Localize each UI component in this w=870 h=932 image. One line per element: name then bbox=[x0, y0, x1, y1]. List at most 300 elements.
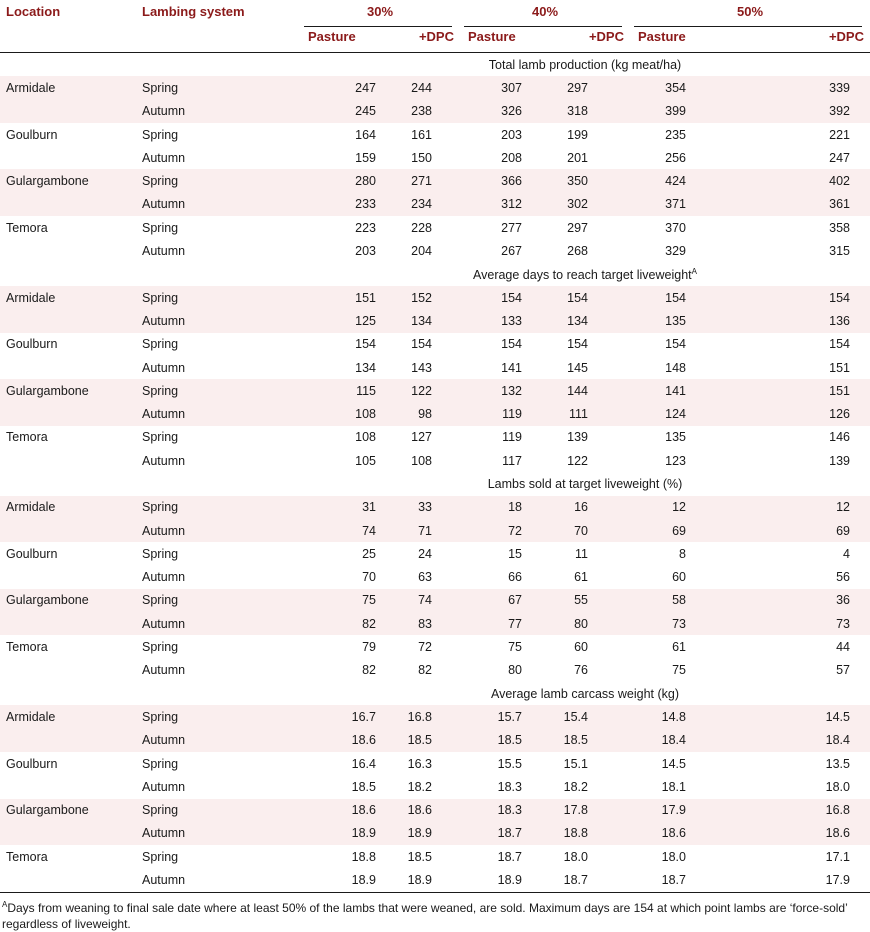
cell-value: 203 bbox=[355, 244, 376, 259]
cell-value: 69 bbox=[720, 519, 870, 542]
cell-lambing-system: Spring bbox=[142, 756, 179, 771]
cell-value: 392 bbox=[720, 100, 870, 123]
cell-location bbox=[0, 193, 138, 216]
cell-value: 8 bbox=[679, 546, 686, 561]
cell-value: 228 bbox=[411, 220, 432, 235]
header-location: Location bbox=[6, 4, 61, 19]
cell-value: 358 bbox=[829, 220, 850, 235]
cell-location bbox=[0, 566, 138, 589]
cell-lambing-system: Autumn bbox=[138, 519, 300, 542]
cell-value: 143 bbox=[411, 360, 432, 375]
cell-location bbox=[0, 868, 138, 892]
cell-location: Gulargambone bbox=[0, 169, 138, 192]
cell-value: 61 bbox=[672, 640, 686, 655]
cell-value: 354 bbox=[630, 76, 720, 99]
table-row bbox=[0, 76, 870, 99]
cell-value: 164 bbox=[355, 127, 376, 142]
section-title-text: Average days to reach target liveweight bbox=[473, 267, 692, 282]
cell-value: 105 bbox=[355, 453, 376, 468]
cell-value: 122 bbox=[567, 453, 588, 468]
cell-value: 76 bbox=[574, 663, 588, 678]
cell-lambing-system: Spring bbox=[142, 640, 179, 655]
cell-value: 122 bbox=[380, 379, 460, 402]
table-row bbox=[0, 705, 870, 728]
table-row bbox=[0, 379, 870, 402]
cell-value: 139 bbox=[567, 430, 588, 445]
cell-lambing-system: Autumn bbox=[138, 309, 300, 332]
section-spacer bbox=[0, 682, 300, 705]
table-row bbox=[0, 635, 870, 658]
table-row bbox=[0, 868, 870, 892]
cell-lambing-system: Spring bbox=[138, 76, 300, 99]
cell-value: 370 bbox=[665, 220, 686, 235]
table-row bbox=[0, 333, 870, 356]
cell-value: 18.3 bbox=[460, 799, 526, 822]
cell-value: 74 bbox=[380, 589, 460, 612]
cell-value: 244 bbox=[380, 76, 460, 99]
cell-location: Goulburn bbox=[6, 337, 58, 352]
cell-value: 18.0 bbox=[661, 849, 686, 864]
cell-value: 203 bbox=[501, 127, 522, 142]
cell-lambing-system: Autumn bbox=[138, 402, 300, 425]
cell-value: 154 bbox=[720, 286, 870, 309]
cell-value: 318 bbox=[526, 100, 630, 123]
cell-lambing-system: Spring bbox=[142, 220, 179, 235]
cell-value: 144 bbox=[526, 379, 630, 402]
cell-value: 18.7 bbox=[630, 868, 720, 892]
section-spacer bbox=[0, 263, 300, 286]
cell-value: 67 bbox=[460, 589, 526, 612]
cell-value: 238 bbox=[380, 100, 460, 123]
cell-value: 14.8 bbox=[630, 705, 720, 728]
cell-value: 18.5 bbox=[407, 849, 432, 864]
section-title-text: Average lamb carcass weight (kg) bbox=[490, 686, 680, 701]
table-footnote bbox=[0, 893, 870, 932]
cell-lambing-system: Spring bbox=[138, 589, 300, 612]
cell-value: 72 bbox=[418, 640, 432, 655]
table-row bbox=[0, 216, 870, 239]
cell-value: 125 bbox=[300, 309, 380, 332]
cell-location: Gulargambone bbox=[0, 589, 138, 612]
cell-value: 371 bbox=[630, 193, 720, 216]
cell-value: 150 bbox=[411, 150, 432, 165]
cell-value: 15.5 bbox=[497, 756, 522, 771]
cell-lambing-system: Autumn bbox=[142, 663, 186, 678]
cell-value: 18.0 bbox=[563, 849, 588, 864]
header-group-30 bbox=[300, 0, 460, 27]
cell-value: 16.8 bbox=[720, 799, 870, 822]
table-row bbox=[0, 845, 870, 868]
cell-lambing-system: Autumn bbox=[142, 453, 186, 468]
table-row bbox=[0, 193, 870, 216]
cell-value: 132 bbox=[460, 379, 526, 402]
cell-value: 33 bbox=[380, 496, 460, 519]
cell-value: 18.9 bbox=[380, 868, 460, 892]
table-row bbox=[0, 496, 870, 519]
cell-value: 307 bbox=[460, 76, 526, 99]
cell-value: 18.3 bbox=[497, 779, 522, 794]
cell-location: Armidale bbox=[0, 286, 138, 309]
cell-value: 350 bbox=[526, 169, 630, 192]
cell-value: 73 bbox=[630, 612, 720, 635]
cell-value: 134 bbox=[380, 309, 460, 332]
cell-lambing-system: Spring bbox=[142, 849, 179, 864]
cell-lambing-system: Spring bbox=[138, 799, 300, 822]
table-row bbox=[0, 659, 870, 682]
cell-value: 14.5 bbox=[661, 756, 686, 771]
table-row bbox=[0, 799, 870, 822]
cell-location bbox=[0, 822, 138, 845]
cell-value: 4 bbox=[843, 546, 850, 561]
cell-value: 267 bbox=[501, 244, 522, 259]
cell-location: Armidale bbox=[0, 76, 138, 99]
cell-value: 71 bbox=[380, 519, 460, 542]
cell-value: 15.4 bbox=[526, 705, 630, 728]
cell-lambing-system: Autumn bbox=[138, 100, 300, 123]
cell-value: 82 bbox=[418, 663, 432, 678]
cell-value: 268 bbox=[567, 244, 588, 259]
table-row bbox=[0, 519, 870, 542]
cell-value: 17.8 bbox=[526, 799, 630, 822]
cell-value: 12 bbox=[720, 496, 870, 519]
cell-value: 18.4 bbox=[630, 729, 720, 752]
cell-value: 12 bbox=[630, 496, 720, 519]
header-pasture-30: Pasture bbox=[300, 27, 380, 53]
section-title bbox=[300, 682, 870, 705]
cell-value: 61 bbox=[574, 570, 588, 585]
cell-location bbox=[0, 239, 138, 262]
cell-value: 148 bbox=[665, 360, 686, 375]
cell-value: 60 bbox=[574, 640, 588, 655]
cell-value: 223 bbox=[355, 220, 376, 235]
cell-value: 204 bbox=[411, 244, 432, 259]
cell-value: 25 bbox=[362, 546, 376, 561]
cell-lambing-system: Spring bbox=[138, 705, 300, 728]
cell-value: 18.9 bbox=[300, 822, 380, 845]
cell-value: 111 bbox=[526, 402, 630, 425]
cell-location: Goulburn bbox=[6, 756, 58, 771]
cell-location: Goulburn bbox=[6, 127, 58, 142]
cell-value: 134 bbox=[526, 309, 630, 332]
header-lambing-system: Lambing system bbox=[142, 4, 245, 19]
cell-value: 75 bbox=[672, 663, 686, 678]
cell-value: 154 bbox=[829, 337, 850, 352]
section-title-text: Lambs sold at target liveweight (%) bbox=[487, 476, 683, 491]
cell-lambing-system: Spring bbox=[142, 127, 179, 142]
cell-value: 83 bbox=[380, 612, 460, 635]
cell-value: 75 bbox=[300, 589, 380, 612]
cell-value: 16.3 bbox=[407, 756, 432, 771]
cell-value: 18.5 bbox=[526, 729, 630, 752]
cell-value: 18.7 bbox=[497, 849, 522, 864]
table-row bbox=[0, 286, 870, 309]
cell-value: 119 bbox=[502, 430, 522, 445]
cell-value: 154 bbox=[355, 337, 376, 352]
cell-value: 108 bbox=[300, 402, 380, 425]
cell-lambing-system: Spring bbox=[142, 546, 179, 561]
header-dpc-50: +DPC bbox=[720, 27, 870, 53]
cell-value: 77 bbox=[460, 612, 526, 635]
cell-value: 277 bbox=[501, 220, 522, 235]
table-row bbox=[0, 612, 870, 635]
cell-value: 146 bbox=[829, 430, 850, 445]
cell-value: 18.4 bbox=[720, 729, 870, 752]
cell-value: 18.6 bbox=[380, 799, 460, 822]
cell-lambing-system: Autumn bbox=[138, 729, 300, 752]
cell-value: 297 bbox=[526, 76, 630, 99]
cell-value: 18 bbox=[460, 496, 526, 519]
cell-lambing-system: Spring bbox=[138, 286, 300, 309]
cell-value: 18.8 bbox=[351, 849, 376, 864]
cell-lambing-system: Autumn bbox=[142, 150, 186, 165]
cell-value: 154 bbox=[460, 286, 526, 309]
header-group-50 bbox=[630, 0, 870, 27]
cell-value: 126 bbox=[720, 402, 870, 425]
cell-value: 108 bbox=[411, 453, 432, 468]
cell-value: 315 bbox=[829, 244, 850, 259]
cell-value: 18.1 bbox=[661, 779, 686, 794]
cell-value: 72 bbox=[460, 519, 526, 542]
section-title-row bbox=[0, 682, 870, 705]
cell-location bbox=[0, 309, 138, 332]
cell-value: 18.7 bbox=[526, 868, 630, 892]
cell-value: 70 bbox=[526, 519, 630, 542]
cell-value: 361 bbox=[720, 193, 870, 216]
cell-value: 74 bbox=[300, 519, 380, 542]
cell-lambing-system: Autumn bbox=[142, 779, 186, 794]
cell-location bbox=[0, 519, 138, 542]
cell-location bbox=[0, 775, 138, 798]
cell-value: 154 bbox=[526, 286, 630, 309]
section-title-footnote-marker: A bbox=[691, 266, 697, 276]
cell-value: 135 bbox=[630, 309, 720, 332]
cell-value: 75 bbox=[508, 640, 522, 655]
cell-value: 161 bbox=[411, 127, 432, 142]
header-group-40 bbox=[460, 0, 630, 27]
cell-value: 63 bbox=[418, 570, 432, 585]
table-row bbox=[0, 239, 870, 262]
cell-location: Temora bbox=[6, 220, 48, 235]
cell-value: 16.8 bbox=[380, 705, 460, 728]
cell-location: Goulburn bbox=[6, 546, 58, 561]
cell-value: 16.7 bbox=[300, 705, 380, 728]
cell-value: 18.5 bbox=[460, 729, 526, 752]
cell-value: 18.9 bbox=[380, 822, 460, 845]
cell-value: 424 bbox=[630, 169, 720, 192]
cell-value: 17.9 bbox=[720, 868, 870, 892]
cell-value: 18.9 bbox=[300, 868, 380, 892]
cell-value: 80 bbox=[508, 663, 522, 678]
table-row bbox=[0, 589, 870, 612]
cell-value: 119 bbox=[460, 402, 526, 425]
section-title-text: Total lamb production (kg meat/ha) bbox=[488, 57, 682, 72]
cell-value: 235 bbox=[665, 127, 686, 142]
cell-value: 57 bbox=[836, 663, 850, 678]
cell-value: 115 bbox=[300, 379, 380, 402]
cell-value: 151 bbox=[300, 286, 380, 309]
section-title bbox=[300, 263, 870, 286]
table-row bbox=[0, 729, 870, 752]
table-row bbox=[0, 309, 870, 332]
cell-value: 201 bbox=[567, 150, 588, 165]
cell-value: 256 bbox=[665, 150, 686, 165]
cell-value: 154 bbox=[411, 337, 432, 352]
cell-location: Temora bbox=[6, 640, 48, 655]
cell-value: 15.1 bbox=[563, 756, 588, 771]
cell-value: 18.5 bbox=[380, 729, 460, 752]
cell-value: 31 bbox=[300, 496, 380, 519]
cell-value: 73 bbox=[720, 612, 870, 635]
table-header bbox=[0, 0, 870, 53]
cell-value: 152 bbox=[380, 286, 460, 309]
cell-lambing-system: Spring bbox=[138, 379, 300, 402]
cell-value: 127 bbox=[411, 430, 432, 445]
cell-location bbox=[0, 659, 138, 682]
cell-value: 297 bbox=[567, 220, 588, 235]
cell-value: 117 bbox=[502, 453, 522, 468]
cell-value: 17.9 bbox=[630, 799, 720, 822]
cell-location: Temora bbox=[6, 849, 48, 864]
cell-value: 366 bbox=[460, 169, 526, 192]
cell-value: 18.6 bbox=[300, 729, 380, 752]
cell-value: 154 bbox=[567, 337, 588, 352]
cell-value: 17.1 bbox=[825, 849, 850, 864]
section-title bbox=[300, 53, 870, 77]
table-row bbox=[0, 169, 870, 192]
cell-value: 145 bbox=[567, 360, 588, 375]
cell-value: 69 bbox=[630, 519, 720, 542]
cell-value: 135 bbox=[665, 430, 686, 445]
table-row bbox=[0, 426, 870, 449]
cell-value: 98 bbox=[380, 402, 460, 425]
cell-value: 36 bbox=[720, 589, 870, 612]
cell-value: 271 bbox=[380, 169, 460, 192]
table-row bbox=[0, 822, 870, 845]
cell-value: 24 bbox=[418, 546, 432, 561]
cell-value: 15 bbox=[508, 546, 522, 561]
header-pasture-40: Pasture bbox=[460, 27, 526, 53]
cell-value: 18.6 bbox=[720, 822, 870, 845]
cell-value: 56 bbox=[836, 570, 850, 585]
cell-value: 302 bbox=[526, 193, 630, 216]
table-row bbox=[0, 752, 870, 775]
cell-value: 123 bbox=[665, 453, 686, 468]
cell-lambing-system: Autumn bbox=[142, 570, 186, 585]
cell-value: 44 bbox=[836, 640, 850, 655]
cell-location bbox=[0, 100, 138, 123]
cell-value: 247 bbox=[300, 76, 380, 99]
cell-value: 402 bbox=[720, 169, 870, 192]
cell-value: 151 bbox=[829, 360, 850, 375]
cell-location bbox=[0, 449, 138, 472]
cell-location: Armidale bbox=[0, 496, 138, 519]
cell-value: 18.6 bbox=[630, 822, 720, 845]
cell-value: 70 bbox=[362, 570, 376, 585]
cell-value: 60 bbox=[672, 570, 686, 585]
cell-lambing-system: Autumn bbox=[138, 193, 300, 216]
cell-location bbox=[0, 729, 138, 752]
cell-value: 136 bbox=[720, 309, 870, 332]
cell-value: 18.0 bbox=[825, 779, 850, 794]
table-row bbox=[0, 542, 870, 565]
header-group-50-label: 50% bbox=[736, 4, 764, 19]
cell-value: 159 bbox=[355, 150, 376, 165]
cell-lambing-system: Spring bbox=[138, 169, 300, 192]
cell-value: 134 bbox=[355, 360, 376, 375]
cell-lambing-system: Spring bbox=[142, 337, 179, 352]
cell-value: 13.5 bbox=[825, 756, 850, 771]
cell-value: 80 bbox=[526, 612, 630, 635]
table-row bbox=[0, 449, 870, 472]
header-group-40-label: 40% bbox=[531, 4, 559, 19]
footnote-text: Days from weaning to final sale date where at least 50% of the lambs that were weaned, are sold. Maximum days are 154 at which point lambs are ‘force-sold’ regardless of liveweight. bbox=[2, 900, 848, 931]
cell-location bbox=[0, 612, 138, 635]
cell-value: 108 bbox=[355, 430, 376, 445]
cell-lambing-system: Autumn bbox=[142, 360, 186, 375]
cell-value: 245 bbox=[300, 100, 380, 123]
cell-location: Armidale bbox=[0, 705, 138, 728]
cell-lambing-system: Autumn bbox=[138, 612, 300, 635]
cell-value: 399 bbox=[630, 100, 720, 123]
table-row bbox=[0, 123, 870, 146]
cell-value: 14.5 bbox=[720, 705, 870, 728]
cell-value: 16.4 bbox=[351, 756, 376, 771]
table-body bbox=[0, 53, 870, 893]
section-spacer bbox=[0, 53, 300, 77]
cell-lambing-system: Spring bbox=[138, 496, 300, 519]
cell-value: 133 bbox=[460, 309, 526, 332]
cell-location bbox=[0, 146, 138, 169]
cell-value: 199 bbox=[567, 127, 588, 142]
cell-value: 221 bbox=[829, 127, 850, 142]
table-row bbox=[0, 146, 870, 169]
cell-value: 329 bbox=[665, 244, 686, 259]
cell-value: 247 bbox=[829, 150, 850, 165]
cell-value: 18.2 bbox=[563, 779, 588, 794]
cell-value: 15.7 bbox=[460, 705, 526, 728]
cell-value: 139 bbox=[829, 453, 850, 468]
header-dpc-30: +DPC bbox=[380, 27, 460, 53]
cell-value: 141 bbox=[630, 379, 720, 402]
footnote-marker: A bbox=[2, 899, 8, 909]
cell-value: 234 bbox=[380, 193, 460, 216]
cell-value: 154 bbox=[665, 337, 686, 352]
section-title-row bbox=[0, 53, 870, 77]
table-row bbox=[0, 356, 870, 379]
cell-value: 55 bbox=[526, 589, 630, 612]
cell-value: 124 bbox=[630, 402, 720, 425]
cell-value: 58 bbox=[630, 589, 720, 612]
cell-value: 154 bbox=[501, 337, 522, 352]
cell-value: 18.5 bbox=[351, 779, 376, 794]
table-row bbox=[0, 775, 870, 798]
section-spacer bbox=[0, 472, 300, 495]
cell-value: 141 bbox=[501, 360, 522, 375]
header-pasture-50: Pasture bbox=[630, 27, 720, 53]
cell-value: 18.7 bbox=[460, 822, 526, 845]
cell-value: 82 bbox=[300, 612, 380, 635]
cell-value: 339 bbox=[720, 76, 870, 99]
table-row bbox=[0, 100, 870, 123]
cell-lambing-system: Autumn bbox=[138, 822, 300, 845]
cell-value: 79 bbox=[362, 640, 376, 655]
cell-value: 66 bbox=[508, 570, 522, 585]
cell-value: 16 bbox=[526, 496, 630, 519]
cell-value: 11 bbox=[575, 546, 588, 561]
cell-lambing-system: Autumn bbox=[142, 244, 186, 259]
cell-location bbox=[0, 356, 138, 379]
cell-value: 312 bbox=[460, 193, 526, 216]
